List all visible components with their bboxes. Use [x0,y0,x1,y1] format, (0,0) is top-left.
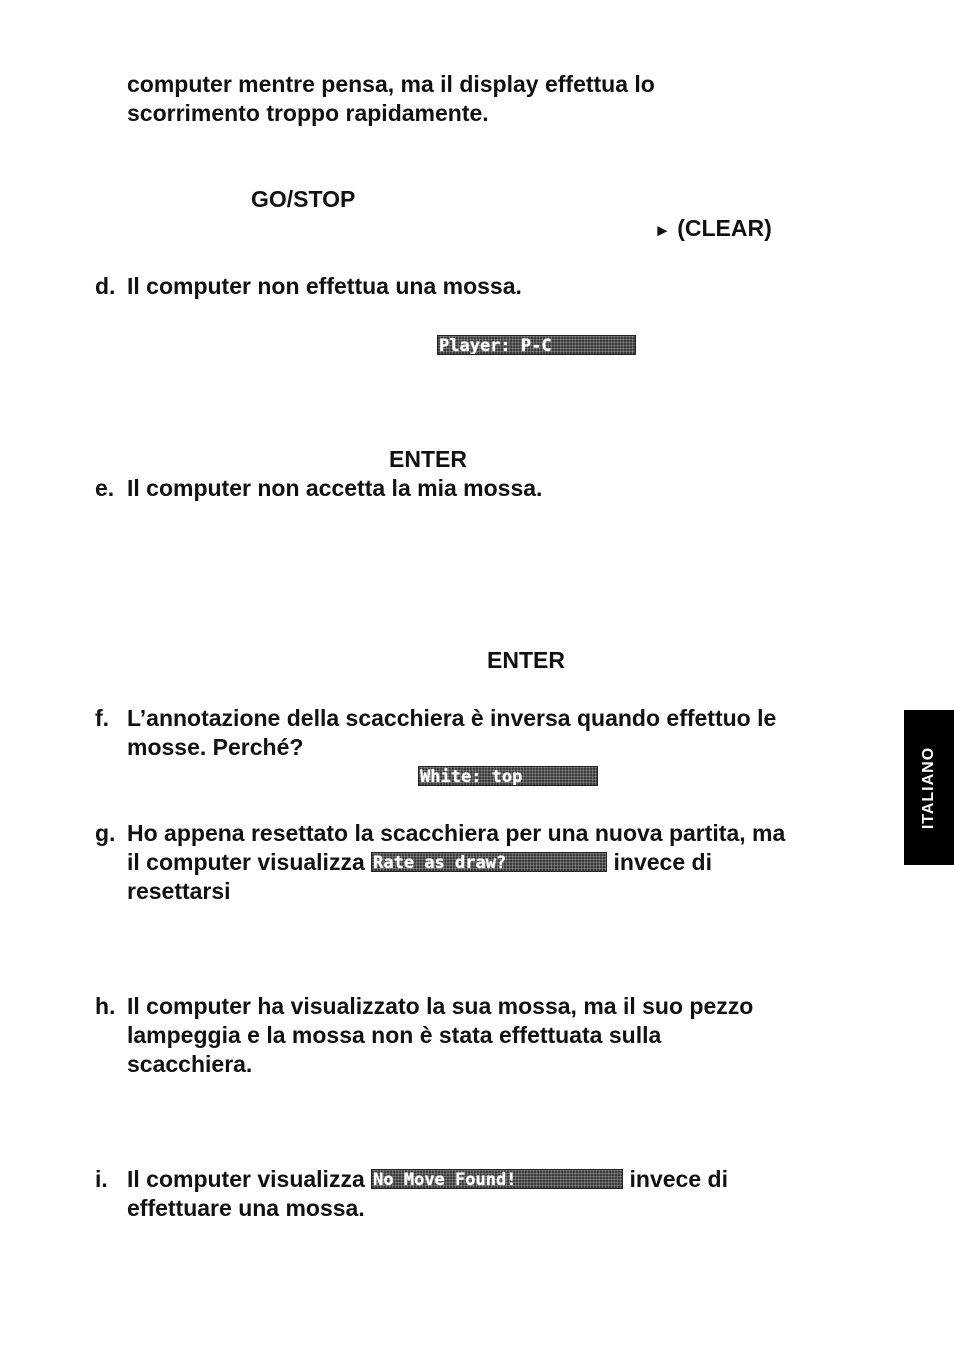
clear-key-label [654,214,772,245]
lcd-rate-draw-display: Rate as draw? [371,852,607,872]
item-i-text [127,1165,728,1194]
item-g-text: Ho appena resettato la scacchiera per una nuova partita, ma [127,820,786,846]
item-g-text: resettarsi [127,878,231,904]
play-arrow-icon: ► [654,221,671,240]
item-f-text: L’annotazione della scacchiera è inversa quando effettuo le [127,705,777,731]
enter-key-label: ENTER [487,647,565,673]
item-label-h: h. [95,993,116,1019]
item-h-text: scacchiera. [127,1051,253,1077]
lcd-player-display: Player: P-C [437,335,636,355]
item-f-text: mosse. Perché? [127,734,304,760]
lcd-no-move-display: No Move Found! [371,1169,623,1189]
language-tab [904,710,954,865]
language-tab-label: ITALIANO [920,746,937,829]
lcd-white-top-display: White: top [418,766,598,786]
item-g-text-pre: il computer visualizza [127,849,365,875]
item-g-text [127,848,712,877]
item-i-text-pre: Il computer visualizza [127,1166,365,1192]
item-h-text: lampeggia e la mossa non è stata effettuata sulla [127,1022,662,1048]
item-d-text: Il computer non effettua una mossa. [127,273,522,299]
item-label-i: i. [95,1166,108,1192]
item-e-text: Il computer non accetta la mia mossa. [127,475,543,501]
paragraph-line: computer mentre pensa, ma il display effettua lo [127,71,655,97]
gostop-key-label: GO/STOP [251,186,356,212]
item-label-g: g. [95,820,116,846]
paragraph-line: scorrimento troppo rapidamente. [127,100,489,126]
item-label-e: e. [95,475,115,501]
item-label-f: f. [95,705,110,731]
enter-key-label: ENTER [389,446,467,472]
item-h-text: Il computer ha visualizzato la sua mossa, ma il suo pezzo [127,993,754,1019]
item-g-text-post: invece di [613,849,712,875]
clear-key-text: (CLEAR) [677,215,772,241]
item-i-text-post: invece di [629,1166,728,1192]
item-label-d: d. [95,273,116,299]
item-i-text: effettuare una mossa. [127,1195,365,1221]
